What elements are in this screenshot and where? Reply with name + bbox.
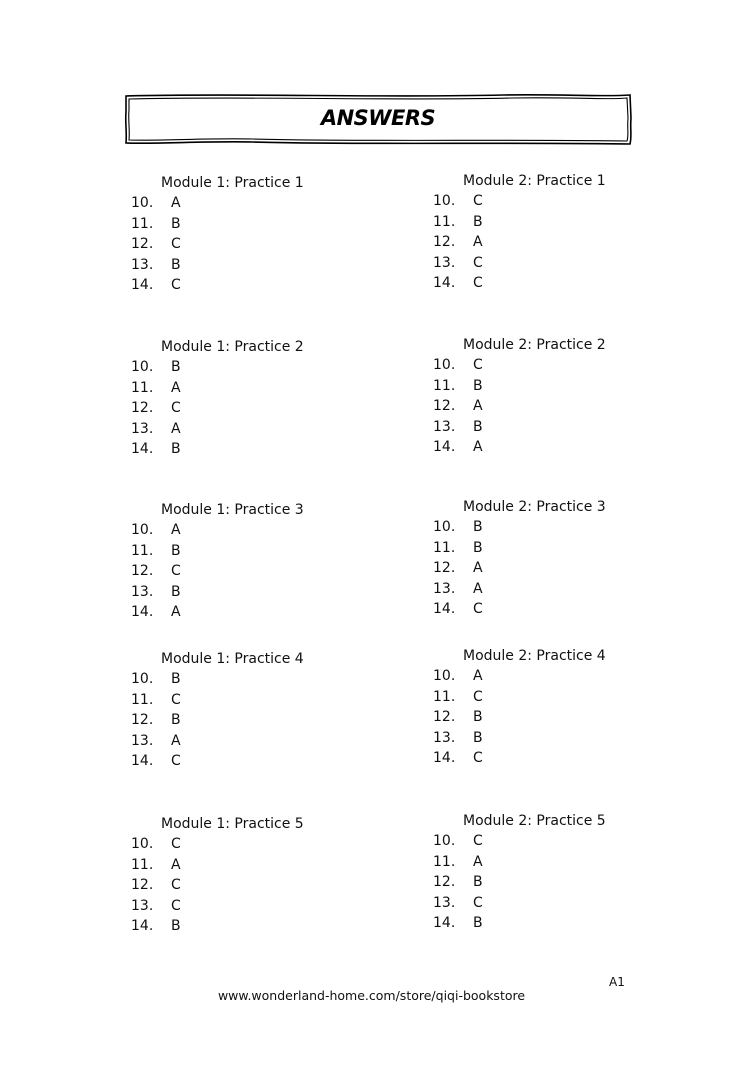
question-number: 13. xyxy=(433,580,456,597)
question-number: 13. xyxy=(131,256,154,273)
question-number: 11. xyxy=(131,542,154,559)
answer-letter: C xyxy=(171,753,181,769)
question-number: 14. xyxy=(131,918,154,934)
answer-row xyxy=(433,913,653,934)
question-number: 12. xyxy=(131,563,154,579)
answer-letter: A xyxy=(171,604,181,620)
answer-letter: A xyxy=(473,398,483,414)
block-title: Module 2: Practice 5 xyxy=(463,813,606,829)
answer-row xyxy=(131,669,351,690)
answer-row xyxy=(131,541,351,562)
answer-row xyxy=(131,193,351,214)
question-number: 13. xyxy=(433,894,456,911)
question-number: 13. xyxy=(131,583,154,600)
question-number: 12. xyxy=(433,709,456,725)
answer-letter: A xyxy=(473,439,483,455)
answer-letter: A xyxy=(473,234,483,250)
answer-row xyxy=(433,376,653,397)
question-number: 13. xyxy=(433,729,456,746)
answer-row xyxy=(433,831,653,852)
answer-row xyxy=(433,599,653,620)
title-banner xyxy=(123,92,633,146)
question-number: 11. xyxy=(131,691,154,708)
answer-row xyxy=(433,893,653,914)
answer-letter: C xyxy=(171,563,181,579)
answer-block-module2-practice1 xyxy=(433,171,653,294)
answer-row xyxy=(131,398,351,419)
block-title: Module 1: Practice 2 xyxy=(161,339,304,355)
block-title: Module 2: Practice 1 xyxy=(463,173,606,189)
answer-letter: A xyxy=(171,732,181,749)
answer-row xyxy=(131,378,351,399)
answer-letter: B xyxy=(473,377,483,394)
question-number: 10. xyxy=(131,522,154,538)
answer-letter: B xyxy=(473,709,483,725)
question-number: 12. xyxy=(433,560,456,576)
block-title: Module 1: Practice 1 xyxy=(161,175,304,191)
answer-row xyxy=(131,255,351,276)
question-number: 12. xyxy=(131,712,154,728)
answer-row xyxy=(131,561,351,582)
question-number: 14. xyxy=(131,753,154,769)
page-title: ANSWERS xyxy=(320,106,436,130)
answer-row xyxy=(433,579,653,600)
answer-row xyxy=(433,232,653,253)
answer-row xyxy=(131,602,351,623)
answer-row xyxy=(131,875,351,896)
question-number: 11. xyxy=(433,688,456,705)
answer-row xyxy=(433,355,653,376)
answer-row xyxy=(433,417,653,438)
answer-letter: A xyxy=(171,856,181,873)
question-number: 14. xyxy=(131,277,154,293)
question-number: 11. xyxy=(433,853,456,870)
answer-letter: C xyxy=(473,894,483,911)
answer-letter: C xyxy=(473,688,483,705)
answer-letter: B xyxy=(473,539,483,556)
question-number: 11. xyxy=(131,379,154,396)
question-number: 13. xyxy=(433,254,456,271)
answer-row xyxy=(131,357,351,378)
answer-letter: B xyxy=(473,874,483,890)
answer-letter: C xyxy=(473,357,483,373)
answer-letter: A xyxy=(473,668,483,684)
answer-letter: A xyxy=(473,853,483,870)
question-number: 12. xyxy=(131,877,154,893)
answer-letter: C xyxy=(171,236,181,252)
question-number: 13. xyxy=(131,732,154,749)
answer-block-module2-practice4 xyxy=(433,646,653,769)
question-number: 12. xyxy=(433,234,456,250)
question-number: 13. xyxy=(131,897,154,914)
answer-letter: C xyxy=(473,275,483,291)
answer-letter: B xyxy=(171,441,181,457)
answer-letter: C xyxy=(473,750,483,766)
answer-row xyxy=(131,439,351,460)
question-number: 12. xyxy=(433,874,456,890)
answer-letter: C xyxy=(473,193,483,209)
footer-url: www.wonderland-home.com/store/qiqi-bookstore xyxy=(217,988,526,1003)
answer-row xyxy=(433,728,653,749)
question-number: 13. xyxy=(433,418,456,435)
question-number: 10. xyxy=(433,357,456,373)
answer-row xyxy=(433,538,653,559)
question-number: 14. xyxy=(433,439,456,455)
question-number: 12. xyxy=(131,400,154,416)
answer-row xyxy=(131,690,351,711)
answer-letter: B xyxy=(171,215,181,232)
answer-row xyxy=(433,517,653,538)
answer-letter: B xyxy=(171,542,181,559)
answer-row xyxy=(433,558,653,579)
answer-block-module1-practice5 xyxy=(131,814,351,937)
answer-row xyxy=(131,916,351,937)
question-number: 10. xyxy=(433,668,456,684)
question-number: 10. xyxy=(433,519,456,535)
question-number: 10. xyxy=(131,836,154,852)
answer-row xyxy=(433,212,653,233)
answer-block-module1-practice2 xyxy=(131,337,351,460)
question-number: 11. xyxy=(433,213,456,230)
answer-letter: A xyxy=(171,420,181,437)
question-number: 11. xyxy=(131,215,154,232)
answer-block-module1-practice3 xyxy=(131,500,351,623)
question-number: 12. xyxy=(433,398,456,414)
answer-letter: C xyxy=(171,836,181,852)
answer-row xyxy=(131,214,351,235)
answer-letter: B xyxy=(473,213,483,230)
block-title: Module 1: Practice 3 xyxy=(161,502,304,518)
question-number: 11. xyxy=(433,539,456,556)
answer-letter: C xyxy=(171,877,181,893)
answer-letter: C xyxy=(473,601,483,617)
answer-block-module2-practice2 xyxy=(433,335,653,458)
answer-letter: C xyxy=(473,254,483,271)
answer-letter: C xyxy=(473,833,483,849)
answer-row xyxy=(433,273,653,294)
question-number: 10. xyxy=(433,193,456,209)
question-number: 10. xyxy=(433,833,456,849)
answer-letter: B xyxy=(473,729,483,746)
answer-letter: A xyxy=(171,522,181,538)
question-number: 14. xyxy=(433,915,456,931)
question-number: 14. xyxy=(433,601,456,617)
answer-letter: B xyxy=(171,256,181,273)
answer-row xyxy=(433,872,653,893)
answer-row xyxy=(131,896,351,917)
answer-row xyxy=(131,419,351,440)
answer-letter: C xyxy=(171,691,181,708)
answer-letter: B xyxy=(171,712,181,728)
answer-block-module2-practice5 xyxy=(433,811,653,934)
answer-row xyxy=(433,748,653,769)
answer-row xyxy=(433,437,653,458)
answer-letter: B xyxy=(171,359,181,375)
answer-letter: C xyxy=(171,400,181,416)
question-number: 14. xyxy=(131,604,154,620)
answer-letter: A xyxy=(171,195,181,211)
answer-row xyxy=(433,687,653,708)
answer-row xyxy=(131,275,351,296)
page-number: A1 xyxy=(609,975,625,989)
answer-row xyxy=(131,855,351,876)
question-number: 12. xyxy=(131,236,154,252)
question-number: 10. xyxy=(131,359,154,375)
answer-letter: B xyxy=(171,671,181,687)
question-number: 10. xyxy=(131,195,154,211)
answer-letter: C xyxy=(171,277,181,293)
answer-letter: C xyxy=(171,897,181,914)
answer-row xyxy=(131,234,351,255)
question-number: 14. xyxy=(131,441,154,457)
answer-letter: A xyxy=(473,580,483,597)
answer-letter: A xyxy=(171,379,181,396)
answer-row xyxy=(131,710,351,731)
answer-letter: A xyxy=(473,560,483,576)
answer-block-module1-practice1 xyxy=(131,173,351,296)
answer-row xyxy=(433,191,653,212)
answer-block-module1-practice4 xyxy=(131,649,351,772)
block-title: Module 2: Practice 2 xyxy=(463,337,606,353)
question-number: 11. xyxy=(131,856,154,873)
question-number: 10. xyxy=(131,671,154,687)
answer-letter: B xyxy=(473,418,483,435)
answer-row xyxy=(131,834,351,855)
answer-row xyxy=(131,520,351,541)
answer-letter: B xyxy=(473,519,483,535)
answer-row xyxy=(131,731,351,752)
answer-row xyxy=(433,852,653,873)
answer-row xyxy=(131,751,351,772)
answer-letter: B xyxy=(171,583,181,600)
question-number: 13. xyxy=(131,420,154,437)
question-number: 14. xyxy=(433,750,456,766)
answer-letter: B xyxy=(473,915,483,931)
question-number: 14. xyxy=(433,275,456,291)
answer-row xyxy=(433,396,653,417)
answer-block-module2-practice3 xyxy=(433,497,653,620)
block-title: Module 1: Practice 5 xyxy=(161,816,304,832)
answer-row xyxy=(433,253,653,274)
answer-row xyxy=(433,666,653,687)
block-title: Module 2: Practice 4 xyxy=(463,648,606,664)
question-number: 11. xyxy=(433,377,456,394)
answer-letter: B xyxy=(171,918,181,934)
block-title: Module 1: Practice 4 xyxy=(161,651,304,667)
block-title: Module 2: Practice 3 xyxy=(463,499,606,515)
answer-row xyxy=(131,582,351,603)
answer-row xyxy=(433,707,653,728)
